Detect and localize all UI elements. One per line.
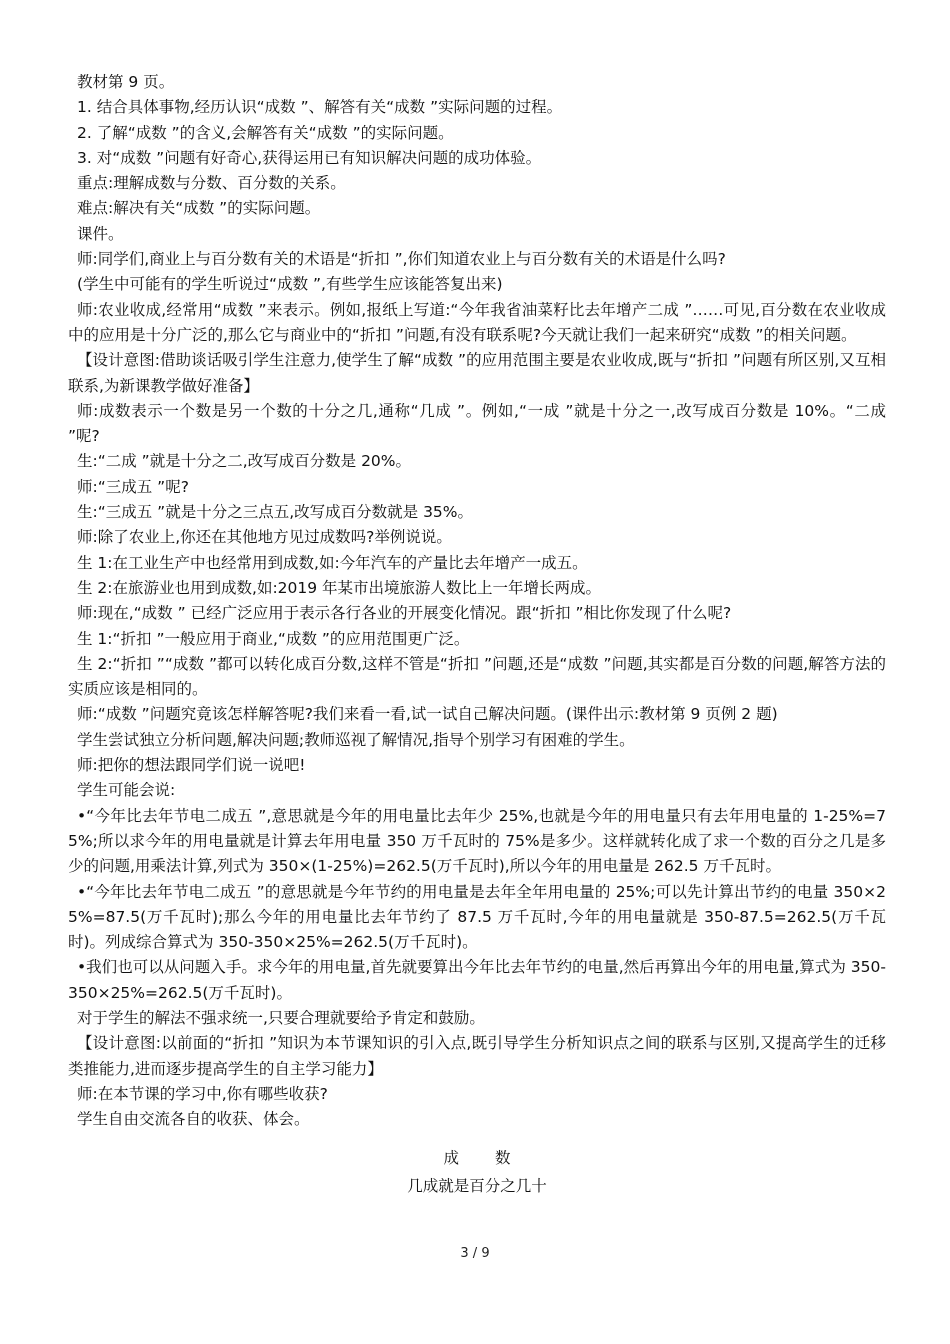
paragraph: 师:成数表示一个数是另一个数的十分之几,通称“几成 ”。例如,“一成 ”就是十分之一,改写成百分数是 10%。“二成 ”呢? xyxy=(68,401,886,446)
paragraph: 【设计意图:借助谈话吸引学生注意力,使学生了解“成数 ”的应用范围主要是农业收成,既与“折扣 ”问题有所区别,又互相联系,为新课教学做好准备】 xyxy=(68,351,886,395)
paragraph: •“今年比去年节电二成五 ”,意思就是今年的用电量比去年少 25%,也就是今年的用电量只有去年用电量的 1-25%=75%;所以求今年的用电量就是计算去年用电量 350 万千瓦时的 75%是多少。这样就转化成了求一个数的百分之几是多少的问题,用乘法计算,列式为 350×(1-25%)=262.5(万千瓦时),所以今年的用电量是 262.5 万千瓦时。 xyxy=(68,806,886,876)
board-title-char-1: 成 xyxy=(443,1149,459,1168)
paragraph: 难点:解决有关“成数 ”的实际问题。 xyxy=(77,199,321,218)
document-body xyxy=(68,70,886,1199)
paragraph: 【设计意图:以前面的“折扣 ”知识为本节课知识的引入点,既引导学生分析知识点之间的联系与区别,又提高学生的迁移类推能力,进而逐步提高学生的自主学习能力】 xyxy=(68,1034,886,1078)
paragraph: 生 2:“折扣 ”“成数 ”都可以转化成百分数,这样不管是“折扣 ”问题,还是“成数 ”问题,其实都是百分数的问题,解答方法的实质应该是相同的。 xyxy=(68,654,886,699)
paragraph: 课件。 xyxy=(77,224,124,243)
paragraph: 生:“三成五 ”就是十分之三点五,改写成百分数就是 35%。 xyxy=(77,503,474,522)
paragraph: (学生中可能有的学生听说过“成数 ”,有些学生应该能答复出来) xyxy=(77,275,503,294)
paragraph: 师:农业收成,经常用“成数 ”来表示。例如,报纸上写道:“今年我省油菜籽比去年增产二成 ”……可见,百分数在农业收成中的应用是十分广泛的,那么它与商业中的“折扣 ”问题,有没有联系呢?今天就让我们一起来研究“成数 ”的相关问题。 xyxy=(68,300,886,344)
paragraph: 生 1:在工业生产中也经常用到成数,如:今年汽车的产量比去年增产一成五。 xyxy=(77,553,588,572)
paragraph: 师:“三成五 ”呢? xyxy=(77,477,189,496)
paragraph: 学生自由交流各自的收获、体会。 xyxy=(77,1110,310,1129)
paragraph: 师:现在,“成数 ” 已经广泛应用于表示各行各业的开展变化情况。跟“折扣 ”相比你发现了什么呢? xyxy=(77,604,732,623)
board-subtitle: 几成就是百分之几十 xyxy=(407,1176,547,1195)
paragraph: 师:“成数 ”问题究竟该怎样解答呢?我们来看一看,试一试自己解决问题。(课件出示:教材第 9 页例 2 题) xyxy=(77,705,778,724)
paragraph: 学生可能会说: xyxy=(77,781,176,800)
page-number: 3 / 9 xyxy=(460,1246,490,1261)
paragraph: 师:除了农业上,你还在其他地方见过成数吗?举例说说。 xyxy=(77,528,452,547)
paragraph: 3. 对“成数 ”问题有好奇心,获得运用已有知识解决问题的成功体验。 xyxy=(77,148,542,167)
board-title-char-2: 数 xyxy=(495,1149,511,1168)
paragraph: 师:把你的想法跟同学们说一说吧! xyxy=(77,756,306,775)
paragraph: •我们也可以从问题入手。求今年的用电量,首先就要算出今年比去年节约的电量,然后再算出今年的用电量,算式为 350-350×25%=262.5(万千瓦时)。 xyxy=(68,958,886,1002)
paragraph: 生 1:“折扣 ”一般应用于商业,“成数 ”的应用范围更广泛。 xyxy=(77,629,470,648)
paragraph: 对于学生的解法不强求统一,只要合理就要给予肯定和鼓励。 xyxy=(77,1008,485,1027)
paragraph: 师:在本节课的学习中,你有哪些收获? xyxy=(77,1084,328,1103)
paragraph: 师:同学们,商业上与百分数有关的术语是“折扣 ”,你们知道农业上与百分数有关的术语是什么吗? xyxy=(77,250,726,269)
paragraph: 生:“二成 ”就是十分之二,改写成百分数是 20%。 xyxy=(77,452,412,471)
paragraph: 教材第 9 页。 xyxy=(77,73,175,91)
paragraph: 学生尝试独立分析问题,解决问题;教师巡视了解情况,指导个别学习有困难的学生。 xyxy=(77,730,635,749)
board-title xyxy=(68,1146,886,1171)
paragraph: 1. 结合具体事物,经历认识“成数 ”、解答有关“成数 ”实际问题的过程。 xyxy=(77,98,563,117)
paragraph: 2. 了解“成数 ”的含义,会解答有关“成数 ”的实际问题。 xyxy=(77,123,454,142)
paragraph: 生 2:在旅游业也用到成数,如:2019 年某市出境旅游人数比上一年增长两成。 xyxy=(77,578,602,597)
paragraph: •“今年比去年节电二成五 ”的意思就是今年节约的用电量是去年全年用电量的 25%;可以先计算出节约的电量 350×25%=87.5(万千瓦时);那么今年的用电量比去年节约了 87.5 万千瓦时,今年的用电量就是 350-87.5=262.5(万千瓦时)。列成综合算式为 350-350×25%=262.5(万千瓦时)。 xyxy=(68,882,886,952)
paragraph: 重点:理解成数与分数、百分数的关系。 xyxy=(77,174,346,193)
lesson-text xyxy=(68,70,886,1132)
